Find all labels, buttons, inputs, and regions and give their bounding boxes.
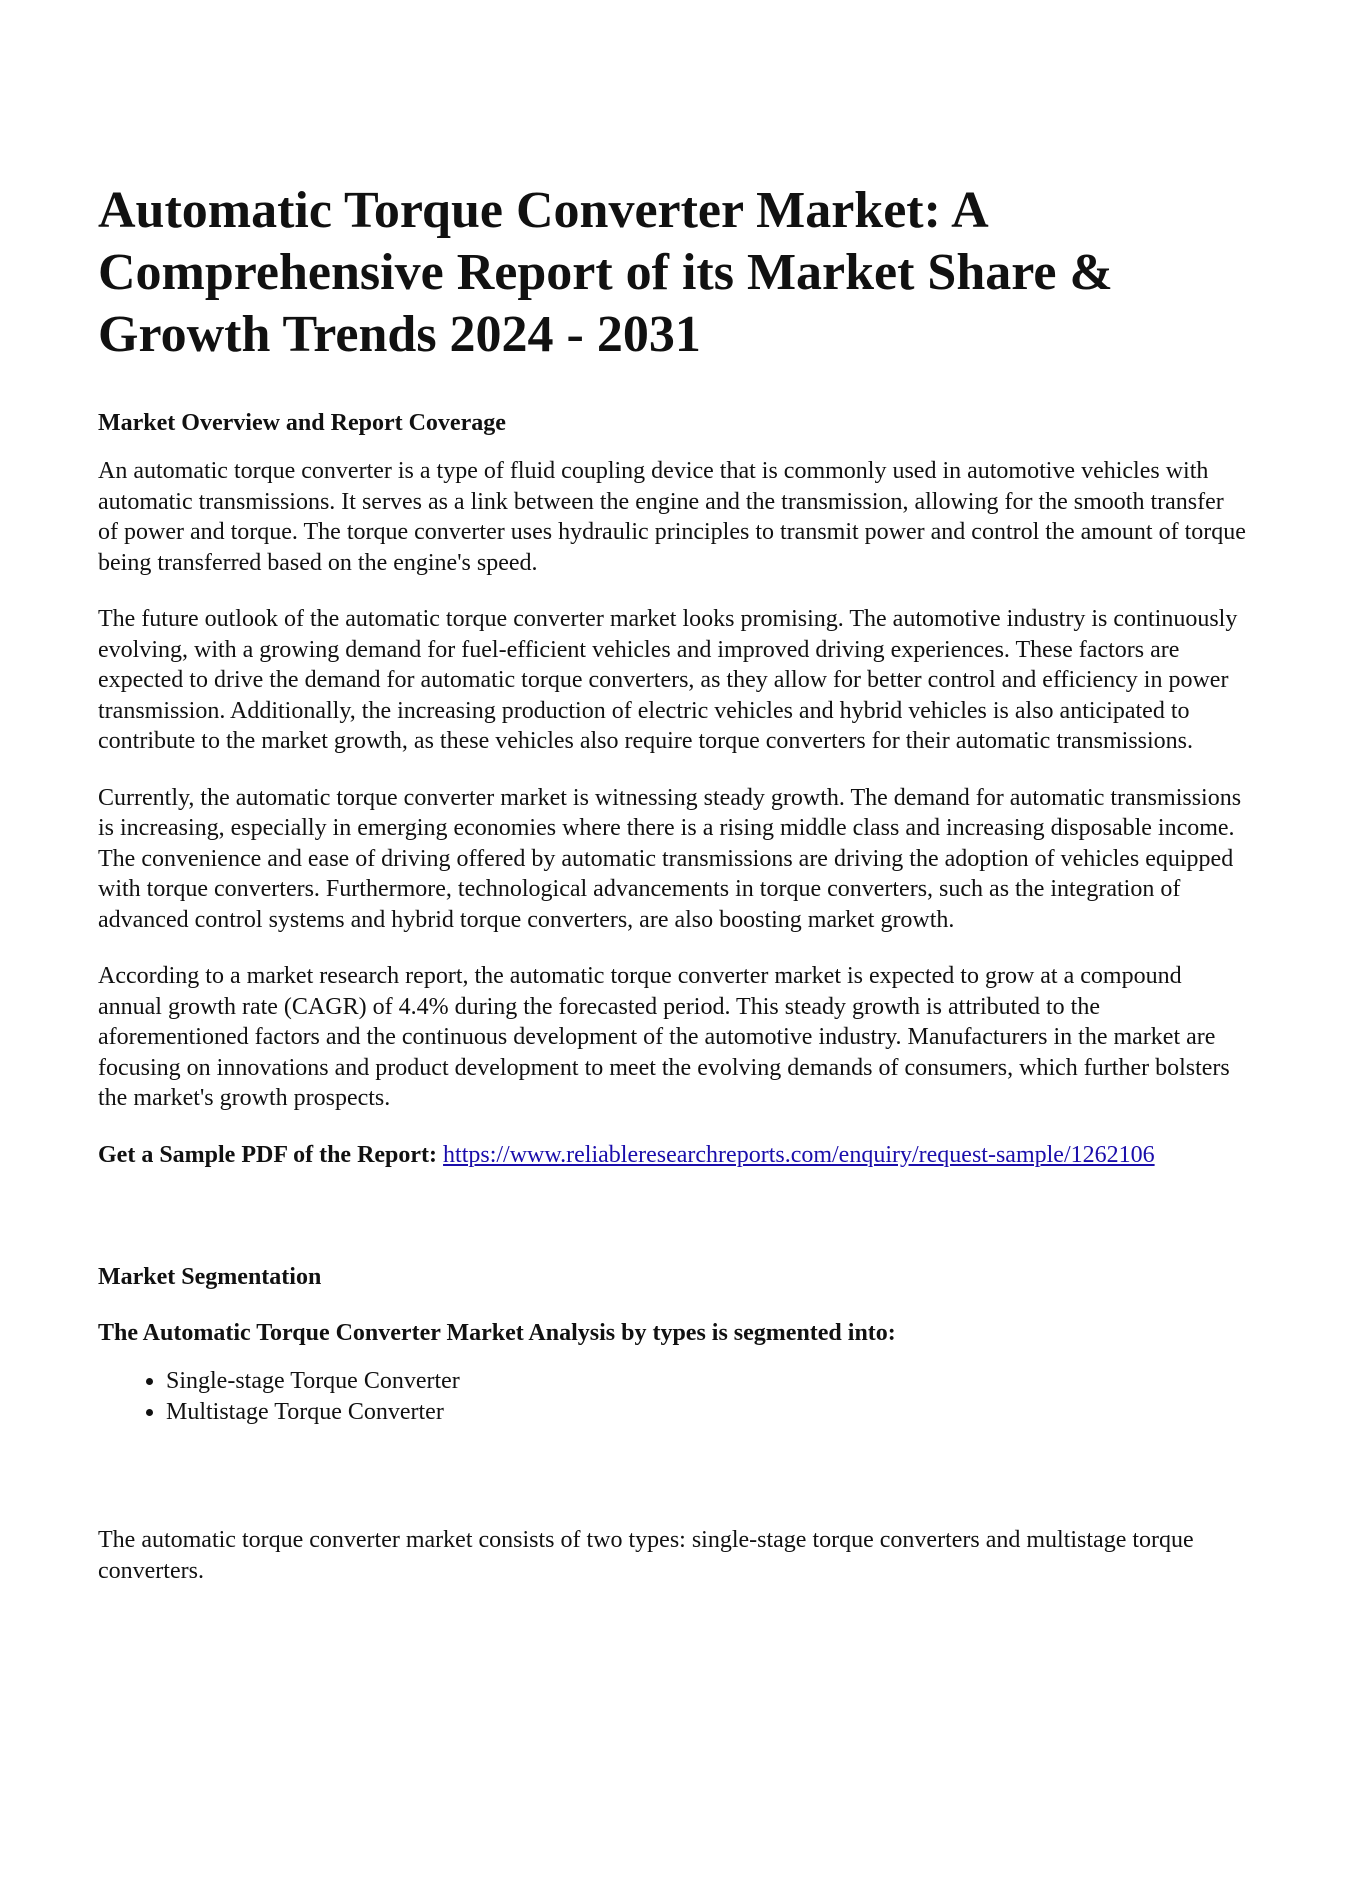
overview-paragraph-4: According to a market research report, the automatic torque converter market is expected to grow at a compound annual growth rate (CAGR) of 4.4% during the forecasted period. This steady growth is attributed to the aforementioned factors and the continuous development of the automotive industry. Manufacturers in the market are focusing on innovations and product development to meet the evolving demands of consumers, which further bolsters the market's growth prospects. (98, 963, 1230, 1111)
overview-paragraph-1: An automatic torque converter is a type of fluid coupling device that is commonly used in automotive vehicles with automatic transmissions. It serves as a link between the engine and the transmission, allowing for the smooth transfer of power and torque. The torque converter uses hydraulic principles to transmit power and control the amount of torque being transferred based on the engine's speed. (98, 458, 1246, 576)
overview-heading: Market Overview and Report Coverage (98, 410, 506, 436)
list-item: • Multistage Torque Converter (166, 1397, 1249, 1428)
page-title: Automatic Torque Converter Market: A Comprehensive Report of its Market Share & Growth Trends 2024 - 2031 (98, 182, 1113, 363)
sample-pdf-line (98, 1140, 1249, 1171)
segmentation-summary: The automatic torque converter market consists of two types: single-stage torque converters and multistage torque converters. (98, 1527, 1194, 1584)
sample-pdf-link[interactable]: https://www.reliableresearchreports.com/enquiry/request-sample/1262106 (443, 1141, 1155, 1168)
segmentation-heading: Market Segmentation (98, 1264, 322, 1290)
overview-paragraph-3: Currently, the automatic torque converter market is witnessing steady growth. The demand for automatic transmissions is increasing, especially in emerging economies where there is a rising middle class and increasing disposable income. The convenience and ease of driving offered by automatic transmissions are driving the adoption of vehicles equipped with torque converters. Furthermore, technological advancements in torque converters, such as the integration of advanced control systems and hybrid torque converters, are also boosting market growth. (98, 784, 1242, 933)
sample-pdf-label: Get a Sample PDF of the Report: (98, 1141, 438, 1168)
overview-paragraph-2: The future outlook of the automatic torque converter market looks promising. The automotive industry is continuously evolving, with a growing demand for fuel-efficient vehicles and improved driving experiences. These factors are expected to drive the demand for automatic torque converters, as they allow for better control and efficiency in power transmission. Additionally, the increasing production of electric vehicles and hybrid vehicles is also anticipated to contribute to the market growth, as these vehicles also require torque converters for their automatic transmissions. (98, 606, 1238, 754)
list-item: • Single-stage Torque Converter (166, 1366, 1249, 1397)
segmentation-types-heading: The Automatic Torque Converter Market Analysis by types is segmented into: (98, 1320, 896, 1346)
segmentation-types-list (98, 1366, 1249, 1427)
